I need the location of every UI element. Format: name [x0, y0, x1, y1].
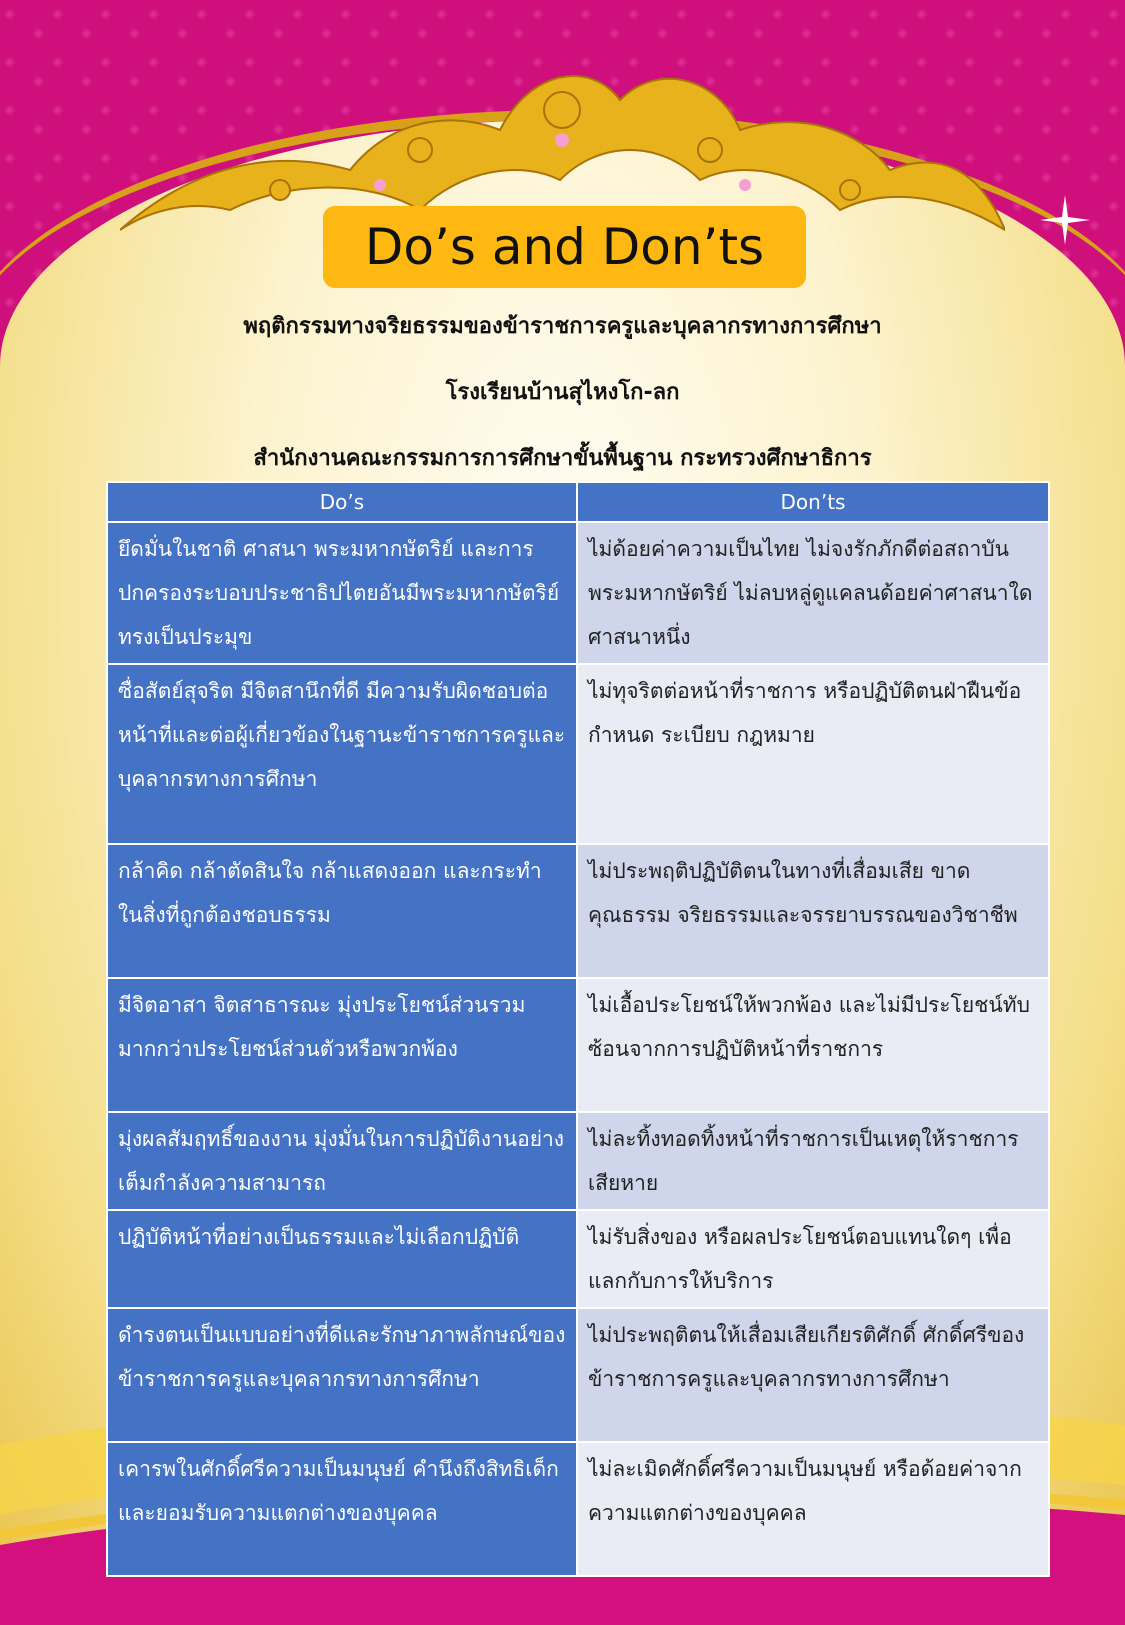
do-cell: เคารพในศักดิ์ศรีความเป็นมนุษย์ คำนึงถึงสิทธิเด็ก และยอมรับความแตกต่างของบุคคล [107, 1442, 577, 1576]
dont-cell: ไม่ประพฤติปฏิบัติตนในทางที่เสื่อมเสีย ขาดคุณธรรม จริยธรรมและจรรยาบรรณของวิชาชีพ [577, 844, 1049, 978]
table-row [107, 978, 1049, 1112]
subtitle-behavior: พฤติกรรมทางจริยธรรมของข้าราชการครูและบุคลากรทางการศึกษา [243, 314, 882, 339]
sparkle-icon [1040, 195, 1090, 245]
subtitle-school: โรงเรียนบ้านสุไหงโก-ลก [445, 380, 680, 405]
table-row [107, 664, 1049, 844]
do-cell: มีจิตอาสา จิตสาธารณะ มุ่งประโยชน์ส่วนรวมมากกว่าประโยชน์ส่วนตัวหรือพวกพ้อง [107, 978, 577, 1112]
do-cell: มุ่งผลสัมฤทธิ์ของงาน มุ่งมั่นในการปฏิบัติงานอย่างเต็มกำลังความสามารถ [107, 1112, 577, 1210]
do-cell: กล้าคิด กล้าตัดสินใจ กล้าแสดงออก และกระทำในสิ่งที่ถูกต้องชอบธรรม [107, 844, 577, 978]
dont-cell: ไม่ละเมิดศักดิ์ศรีความเป็นมนุษย์ หรือด้อยค่าจากความแตกต่างของบุคคล [577, 1442, 1049, 1576]
do-cell: ดำรงตนเป็นแบบอย่างที่ดีและรักษาภาพลักษณ์ของข้าราชการครูและบุคลากรทางการศึกษา [107, 1308, 577, 1442]
table-row [107, 844, 1049, 978]
table-row [107, 522, 1049, 664]
dont-cell: ไม่ทุจริตต่อหน้าที่ราชการ หรือปฏิบัติตนฝ่าฝืนข้อกำหนด ระเบียบ กฎหมาย [577, 664, 1049, 844]
do-cell: ปฏิบัติหน้าที่อย่างเป็นธรรมและไม่เลือกปฏิบัติ [107, 1210, 577, 1308]
table-header-row [107, 482, 1049, 522]
subtitle-office: สำนักงานคณะกรรมการการศึกษาขั้นพื้นฐาน กระทรวงศึกษาธิการ [253, 446, 872, 471]
dont-cell: ไม่รับสิ่งของ หรือผลประโยชน์ตอบแทนใดๆ เพื่อแลกกับการให้บริการ [577, 1210, 1049, 1308]
table-row [107, 1112, 1049, 1210]
table-row [107, 1308, 1049, 1442]
page-title: Do’s and Don’ts [364, 218, 765, 276]
column-header-dos: Do’s [107, 482, 577, 522]
dont-cell: ไม่เอื้อประโยชน์ให้พวกพ้อง และไม่มีประโยชน์ทับซ้อนจากการปฏิบัติหน้าที่ราชการ [577, 978, 1049, 1112]
dos-donts-table [106, 481, 1050, 1577]
dont-cell: ไม่ละทิ้งทอดทิ้งหน้าที่ราชการเป็นเหตุให้ราชการเสียหาย [577, 1112, 1049, 1210]
title-banner [323, 206, 806, 288]
do-cell: ซื่อสัตย์สุจริต มีจิตสานึกที่ดี มีความรับผิดชอบต่อหน้าที่และต่อผู้เกี่ยวข้องในฐานะข้าราชการครูและบุคลากรทางการศึกษา [107, 664, 577, 844]
table-row [107, 1442, 1049, 1576]
column-header-donts: Don’ts [577, 482, 1049, 522]
dont-cell: ไม่ด้อยค่าความเป็นไทย ไม่จงรักภักดีต่อสถาบันพระมหากษัตริย์ ไม่ลบหลู่ดูแคลนด้อยค่าศาสนาใดศาสนาหนึ่ง [577, 522, 1049, 664]
dont-cell: ไม่ประพฤติตนให้เสื่อมเสียเกียรติศักดิ์ ศักดิ์ศรีของข้าราชการครูและบุคลากรทางการศึกษา [577, 1308, 1049, 1442]
do-cell: ยึดมั่นในชาติ ศาสนา พระมหากษัตริย์ และการปกครองระบอบประชาธิปไตยอันมีพระมหากษัตริย์ทรงเป็นประมุข [107, 522, 577, 664]
table-row [107, 1210, 1049, 1308]
